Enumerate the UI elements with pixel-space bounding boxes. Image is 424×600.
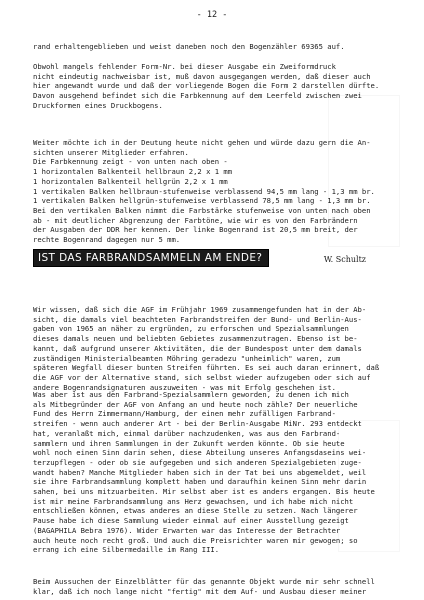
page-number: - 12 - [196,10,228,20]
author-name: W. Schultz [323,255,366,264]
paragraph-4: Wir wissen, daß sich die AGF im Frühjahr 1969 zusammengefunden hat in der Ab- sicht, die damals viel beachteten Farbrandstreifen der Bund- und Berlin-Aus- gaben von 1965 an näher zu ergründen, zu erforschen und Spezialsammlungen dieses damals neuen und beliebten Gebietes zusammenzutragen. Ebenso ist be- kannt, daß aufgrund unserer Aktivitäten, die der Bundespost unter dem damals zuständigen Ministerialbeamten Möhring geradezu "unheimlich" waren, zum späteren Wegfall dieser bunten Streifen führten. Es sei auch daran erinnert, daß die AGF vor der Alternative stand, sich selbst wieder aufzugeben oder sich auf andere Bogenrandsignaturen auszuweiten - was mit Erfolg geschehen ist. [33,305,380,392]
section-heading: IST DAS FARBRANDSAMMELN AM ENDE? [33,249,269,267]
paragraph-5: Was aber ist aus den Farbrand-Spezialsammlern geworden, zu denen ich mich als Mitbegründer der AGF von Anfang an und heute noch zähle? Der neuerliche Fund des Herrn Zimmermann/Hamburg, der einen mehr zufälligen Farbrand- streifen - wenn auch anderer Art - bei der Berlin-Ausgabe MiNr. 293 entdeckt hat, veranlaßt mich, einmal darüber nachzudenken, was aus den Farbrand- sammlern und ihren Sammlungen in der Zukunft werden könnte. Ob sie heute wohl noch einen Sinn darin sehen, diese Abteilung unseres Anfangsdaseins wei- terzupflegen - oder ob sie aufgegeben und sich anderen Spezialgebieten zuge- wandt haben? Manche Mitglieder haben sich in der Tat bei uns abgemeldet, weil sie ihre Farbrandsammlung komplett haben und daraufhin keinen Sinn mehr darin sahen, bei uns mitzuarbeiten. Mir selbst aber ist es anders ergangen. Bis heute ist mir meine Farbrandsammlung ans Herz gewachsen, und ich habe mich nicht entschließen können, etwas anderes an diese Stelle zu setzen. Nach längerer Pause habe ich diese Sammlung wieder einmal auf einer Ausstellung gezeigt (BAGAPHILA Bebra 1976). Wider Erwarten war das Interesse der Betrachter auch heute noch recht groß. Und auch die Preisrichter waren mir gewogen; so errang ich eine Silbermedaille im Rang III. [33,390,375,555]
paragraph-1: rand erhaltengeblieben und weist daneben noch den Bogenzähler 69365 auf. [33,42,345,51]
paragraph-2: Obwohl mangels fehlender Form-Nr. bei dieser Ausgabe ein Zweiformdruck nicht eindeutig nachweisbar ist, muß davon ausgegangen werden, daß dieser auch hier angewandt wurde und daß der vorliegende Bogen die Form 2 darstellen dürfte. Davon ausgehend befindet sich die Farbkennung auf dem Leerfeld zwischen zwei Druckformen eines Druckbogens. [33,62,380,110]
paragraph-3: Weiter möchte ich in der Deutung heute nicht gehen und würde dazu gern die An- sichten unserer Mitglieder erfahren. Die Farbkennung zeigt - von unten nach oben - 1 horizontalen Balkenteil hellbraun 2,2 x 1 mm 1 horizontalen Balkenteil hellgrün 2,2 x 1 mm 1 vertikalen Balken hellbraun-stufenweise verblassend 94,5 mm lang - 1,3 mm br. 1 vertikalen Balken hellgrün-stufenweise verblassend 78,5 mm lang - 1,3 mm br. Bei den vertikalen Balken nimmt die Farbstärke stufenweise von unten nach oben ab - mit deutlicher Abgrenzung der Farbtöne, wie wir es von den Farbrändern der Ausgaben der DDR her kennen. Der linke Bogenrand ist 20,5 mm breit, der rechte Bogenrand dagegen nur 5 mm. [33,138,375,245]
paragraph-6: Beim Aussuchen der Einzelblätter für das genannte Objekt wurde mir sehr schnell klar, daß ich noch lange nicht "fertig" mit dem Auf- und Ausbau dieser meiner [33,577,375,596]
